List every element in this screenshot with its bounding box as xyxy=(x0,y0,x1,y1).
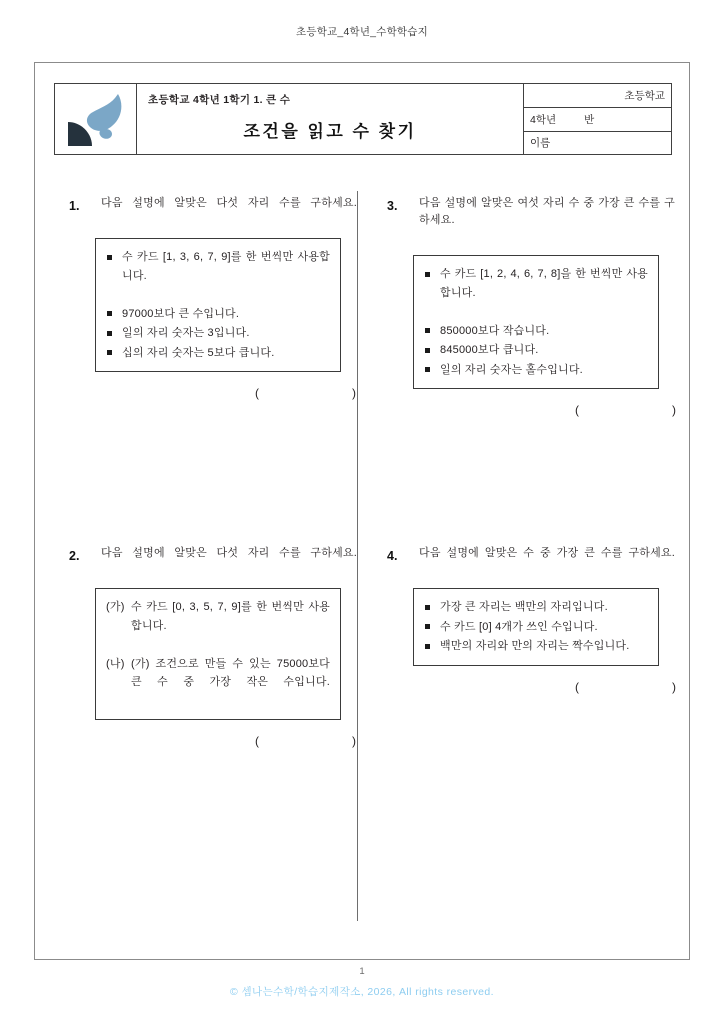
page-frame xyxy=(34,62,690,960)
bullet-square-icon xyxy=(107,350,112,355)
column-divider xyxy=(357,191,358,921)
condition-text: 수 카드 [0] 4개가 쓰인 수입니다. xyxy=(440,620,598,633)
problem-4-answer-line[interactable] xyxy=(375,680,675,698)
worksheet-title-table xyxy=(54,83,672,155)
condition-text: 수 카드 [1, 3, 6, 7, 9]를 한 번씩만 사용합니다. xyxy=(122,251,330,282)
worksheet-title: 조건을 읽고 수 찾기 xyxy=(243,122,417,141)
problem-1-question: 다음 설명에 알맞은 다섯 자리 수를 구하세요. xyxy=(101,197,357,209)
problem-2-number: 2. xyxy=(69,549,80,563)
condition-text: 850000보다 작습니다. xyxy=(440,324,550,337)
condition-text: 845000보다 큽니다. xyxy=(440,344,539,356)
problem-4 xyxy=(375,545,675,698)
bullet-square-icon xyxy=(425,272,430,277)
grade-label: 4학년 xyxy=(530,113,557,126)
answer-paren-close: ) xyxy=(352,734,356,748)
answer-paren-close: ) xyxy=(352,386,356,400)
condition-text: (가) 조건으로 만들 수 있는 75000보다 큰 수 중 가장 작은 수입니다. xyxy=(131,657,330,688)
condition-item xyxy=(106,655,330,711)
condition-text: 일의 자리 숫자는 홀수입니다. xyxy=(440,363,583,376)
problem-1-answer-line[interactable] xyxy=(57,386,357,404)
title-cell xyxy=(137,84,524,154)
condition-text: 97000보다 큰 수입니다. xyxy=(122,307,240,320)
condition-text: 수 카드 [1, 2, 4, 6, 7, 8]을 한 번씩만 사용합니다. xyxy=(440,268,648,299)
answer-paren-open: ( xyxy=(255,734,259,748)
name-row[interactable] xyxy=(524,131,671,154)
bullet-square-icon xyxy=(107,311,112,316)
bullet-square-icon xyxy=(107,331,112,336)
answer-paren-open: ( xyxy=(575,403,579,417)
condition-text: 수 카드 [0, 3, 5, 7, 9]를 한 번씩만 사용합니다. xyxy=(131,601,330,632)
name-label: 이름 xyxy=(530,137,551,150)
condition-item xyxy=(106,344,330,363)
bullet-square-icon xyxy=(425,624,430,629)
problem-4-question: 다음 설명에 알맞은 수 중 가장 큰 수를 구하세요. xyxy=(419,547,675,559)
problem-2-question: 다음 설명에 알맞은 다섯 자리 수를 구하세요. xyxy=(101,547,357,559)
condition-marker: (나) xyxy=(106,657,125,670)
problem-3 xyxy=(375,195,675,421)
copyright-notice: © 셈나는수학/학습지제작소, 2026, All rights reserved. xyxy=(230,986,494,998)
condition-item xyxy=(424,598,648,617)
problem-3-number: 3. xyxy=(387,199,398,213)
problem-3-answer-line[interactable] xyxy=(375,403,675,421)
problem-4-head xyxy=(375,545,675,579)
answer-paren-close: ) xyxy=(672,403,676,417)
problem-2 xyxy=(57,545,357,752)
condition-item xyxy=(424,618,648,637)
grade-class-row[interactable] xyxy=(524,107,671,130)
bullet-square-icon xyxy=(425,328,430,333)
condition-item xyxy=(424,341,648,360)
condition-item xyxy=(106,305,330,324)
problem-1-number: 1. xyxy=(69,199,80,213)
problem-1-condition-box xyxy=(95,238,341,372)
problem-3-head xyxy=(375,195,675,246)
school-row xyxy=(524,84,671,107)
condition-text: 가장 큰 자리는 백만의 자리입니다. xyxy=(440,601,608,613)
condition-item xyxy=(424,265,648,321)
answer-paren-open: ( xyxy=(255,386,259,400)
condition-item xyxy=(106,598,330,654)
subject-line: 초등학교 4학년 1학기 1. 큰 수 xyxy=(148,94,291,106)
condition-item xyxy=(424,361,648,380)
condition-text: 십의 자리 숫자는 5보다 큽니다. xyxy=(122,346,275,359)
problem-2-condition-box xyxy=(95,588,341,720)
bullet-square-icon xyxy=(425,605,430,610)
school-label: 초등학교 xyxy=(624,90,665,103)
condition-item xyxy=(424,322,648,341)
bullet-square-icon xyxy=(107,255,112,260)
condition-item xyxy=(106,324,330,343)
answer-paren-open: ( xyxy=(575,679,579,694)
student-info-cell xyxy=(524,84,671,154)
bullet-square-icon xyxy=(425,367,430,372)
bullet-square-icon xyxy=(425,348,430,353)
answer-paren-close: ) xyxy=(672,679,676,694)
condition-item xyxy=(424,637,648,656)
problem-1 xyxy=(57,195,357,404)
condition-text: 일의 자리 숫자는 3입니다. xyxy=(122,327,250,339)
condition-marker: (가) xyxy=(106,601,125,613)
problem-2-head xyxy=(57,545,357,579)
condition-text: 백만의 자리와 만의 자리는 짝수입니다. xyxy=(440,640,630,652)
bullet-square-icon xyxy=(425,644,430,649)
leaf-logo-icon xyxy=(62,88,128,150)
page-number: 1 xyxy=(359,966,365,977)
class-label: 반 xyxy=(584,113,595,126)
problem-1-head xyxy=(57,195,357,229)
running-header: 초등학교_4학년_수학학습지 xyxy=(296,26,428,38)
problem-3-question: 다음 설명에 알맞은 여섯 자리 수 중 가장 큰 수를 구하세요. xyxy=(419,197,675,226)
problem-2-answer-line[interactable] xyxy=(57,734,357,752)
condition-item xyxy=(106,248,330,304)
problem-4-condition-box xyxy=(413,588,659,666)
problem-4-number: 4. xyxy=(387,549,398,563)
logo-cell xyxy=(55,84,137,154)
problem-3-condition-box xyxy=(413,255,659,389)
